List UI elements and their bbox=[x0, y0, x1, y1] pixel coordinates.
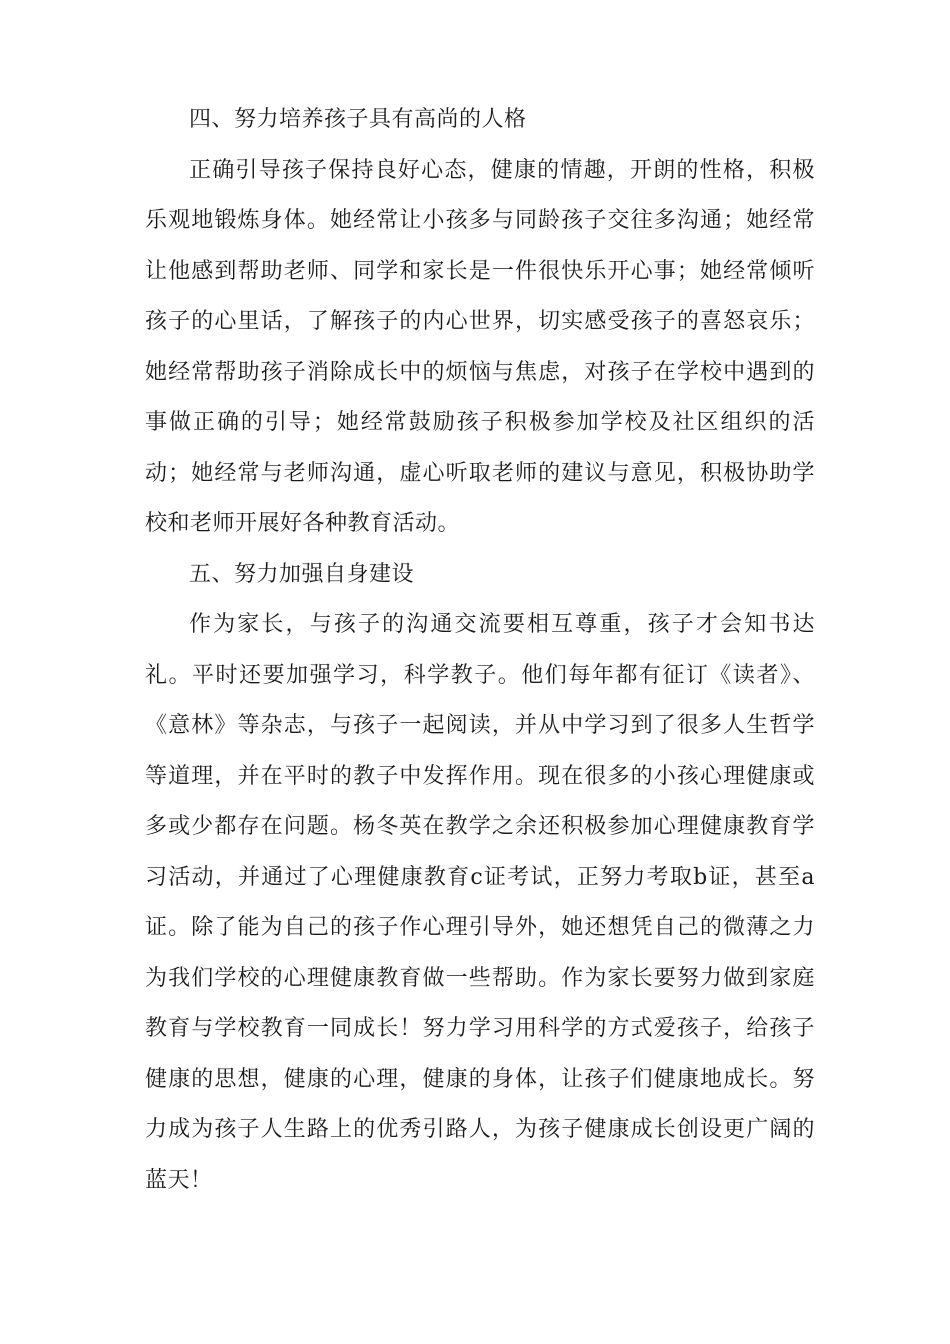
section-paragraph-4: 正确引导孩子保持良好心态，健康的情趣，开朗的性格，积极乐观地锻炼身体。她经常让小孩多与同龄孩子交往多沟通；她经常让他感到帮助老师、同学和家长是一件很快乐开心事；她经常倾听孩子的心里话，了解孩子的内心世界，切实感受孩子的喜怒哀乐；她经常帮助孩子消除成长中的烦恼与焦虑，对孩子在学校中遇到的事做正确的引导；她经常鼓励孩子积极参加学校及社区组织的活动；她经常与老师沟通，虚心听取老师的建议与意见，积极协助学校和老师开展好各种教育活动。 bbox=[145, 157, 815, 536]
document-body bbox=[145, 95, 815, 1206]
section-paragraph-5: 作为家长，与孩子的沟通交流要相互尊重，孩子才会知书达礼。平时还要加强学习，科学教子。他们每年都有征订《读者》、《意林》等杂志，与孩子一起阅读，并从中学习到了很多人生哲学等道理，并在平时的教子中发挥作用。现在很多的小孩心理健康或多或少都存在问题。杨冬英在教学之余还积极参加心理健康教育学习活动，并通过了心理健康教育c证考试，正努力考取b证，甚至a证。除了能为自己的孩子作心理引导外，她还想凭自己的微薄之力为我们学校的心理健康教育做一些帮助。作为家长要努力做到家庭教育与学校教育一同成长！努力学习用科学的方式爱孩子，给孩子健康的思想，健康的心理，健康的身体，让孩子们健康地成长。努力成为孩子人生路上的优秀引路人，为孩子健康成长创设更广阔的蓝天！ bbox=[145, 612, 815, 1193]
section-heading-4: 四、努力培养孩子具有高尚的人格 bbox=[189, 107, 527, 132]
section-heading-5: 五、努力加强自身建设 bbox=[189, 561, 415, 587]
